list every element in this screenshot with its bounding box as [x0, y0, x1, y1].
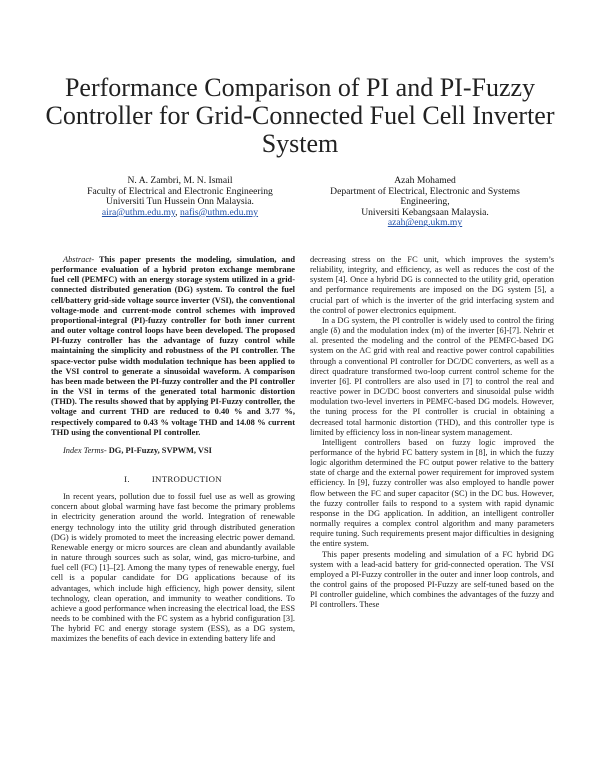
author-block-left	[60, 176, 300, 218]
abstract-label: Abstract-	[63, 255, 95, 264]
title-line-1: Performance Comparison of PI and PI-Fuzzy	[64, 73, 536, 102]
intro-paragraph-1: In recent years, pollution due to fossil fuel use as well as growing concern about global warming have fast become the primary problems in electricity generation around the world. Integration of renewable energy technology into the utility grid through distributed generation (DG) is widely promoted to meet the increasing electric power demand. Renewable energy or micro sources are clean and abundantly available in nature through sources such as solar, wind, gas micro-turbine, and fuel cell (FC) [1]–[2]. Among the many types of renewable energy, fuel cell is a popular candidate for DG applications because of its advantages, which include high efficiency, high power density, silent technology, clean operation, and immunity to weather conditions. To achieve a good performance when increasing the electrical load, the ESS needs to be combined with the FC system as a hybrid configuration [3]. The hybrid FC and energy storage system (ESS), as a DG system, maximizes the benefits of each device in extending battery life and	[51, 492, 295, 644]
author-block-right	[300, 176, 550, 229]
right-paragraph-4: This paper presents modeling and simulation of a FC hybrid DG system with a lead-acid battery for grid-connected operation. The VSI employed a PI-Fuzzy controller in the outer and inner loop controls, and the control gains of the proposed PI-Fuzzy are self-tuned based on the PI controller guideline, which combines the advantages of the fuzzy and PI controllers. These	[310, 549, 554, 610]
abstract	[51, 255, 295, 438]
email-link-1[interactable]: aira@uthm.edu.my	[101, 206, 176, 218]
index-terms	[51, 446, 295, 456]
section-heading	[51, 474, 295, 484]
right-paragraph-1: decreasing stress on the FC unit, which improves the system’s reliability, integrity, and efficiency, as well as reduces the cost of the system [4]. Once a hybrid DG is connected to the utility grid, operation and performance requirements are imposed on the DG system [5], a crucial part of which is the inverter of the grid interfacing system and the control of power electronics equipment.	[310, 255, 554, 315]
section-title: INTRODUCTION	[151, 473, 222, 484]
email-link-2[interactable]: nafis@uthm.edu.my	[179, 206, 259, 218]
affiliation-right-3: Universiti Kebangsaan Malaysia.	[361, 206, 489, 218]
paper-title	[40, 74, 560, 158]
index-terms-label: Index Terms-	[63, 445, 107, 455]
affiliation-left-2: Universiti Tun Hussein Onn Malaysia.	[106, 196, 254, 208]
right-paragraph-2: In a DG system, the PI controller is widely used to control the firing angle (δ) and the modulation index (m) of the inverter [6]-[7]. Nehrir et al. presented the modeling and the control of the PEMFC-based DG system on the AC grid with real and reactive power control capabilities through a conventional PI controller for DC/DC converters, as well as a direct quadrature transformed two-loop current control scheme for the inverter [6]. PI controllers are also used in [7] to control the real and reactive power in DC/DC boost converters and sinusoidal pulse width modulation two-level inverters in PEMFC-based DG models. However, the tuning process for the PI controller is crucial in obtaining a decreased total harmonic distortion (THD), and this controller type is limited by efficiency loss in non-linear system management.	[310, 315, 554, 437]
section-number: I.	[124, 473, 130, 484]
affiliation-right-1: Department of Electrical, Electronic and Systems	[330, 185, 520, 197]
author-names-left: N. A. Zambri, M. N. Ismail	[127, 175, 233, 186]
email-line-left	[60, 208, 300, 219]
email-link-3[interactable]: azah@eng.ukm.my	[387, 217, 463, 229]
author-names-right: Azah Mohamed	[394, 175, 456, 186]
index-terms-text: DG, PI-Fuzzy, SVPWM, VSI	[106, 445, 212, 455]
right-column	[310, 255, 554, 610]
right-paragraph-3: Intelligent controllers based on fuzzy logic improved the performance of the hybrid FC battery system in [8], in which the fuzzy logic algorithm determined the FC output power relative to the battery state of charge and the external power requirement for improved system efficiency. In [9], fuzzy controller was also employed to handle power flow between the FC and super capacitor (SC) in the DC bus. However, the fuzzy controller fails to respond to a system with rapid dynamic response in the DG application. In addition, an intelligent controller normally requires a complex control algorithm and many parameters require tuning. Such requirements present major difficulties in designing the entire system.	[310, 437, 554, 549]
email-line-right	[300, 218, 550, 229]
affiliation-right-2: Engineering,	[400, 196, 450, 208]
abstract-text: This paper presents the modeling, simulation, and performance evaluation of a hybrid proton exchange membrane fuel cell (PEMFC) with an energy storage system utilized in a grid-connected distributed generation (DG) system. To control the fuel cell/battery grid-side voltage source inverter (VSI), the conventional voltage-mode and current-mode control schemes with improved proportional-integral (PI)-fuzzy controller for both inner current and outer voltage control loops have been developed. The proposed PI-fuzzy controller has the advantage of fuzzy control while maintaining the simplicity and robustness of the PI controller. The space-vector pulse width modulation technique has been applied to the VSI control to generate a sinusoidal waveform. A comparison has been made between the PI-fuzzy controller and the PI controller in the VSI in terms of the generated total harmonic distortion (THD). The results showed that by applying PI-Fuzzy controller, the voltage and current THD are reduced to 0.40 % and 3.77 %, respectively compared to 0.43 % voltage THD and 14.08 % current THD using the conventional PI controller.	[51, 255, 295, 437]
email-separator: ,	[175, 206, 180, 218]
left-column	[51, 255, 295, 644]
title-line-3: System	[261, 129, 339, 158]
title-line-2: Controller for Grid-Connected Fuel Cell Inverter	[45, 101, 555, 130]
affiliation-left-1: Faculty of Electrical and Electronic Engineering	[87, 185, 273, 197]
